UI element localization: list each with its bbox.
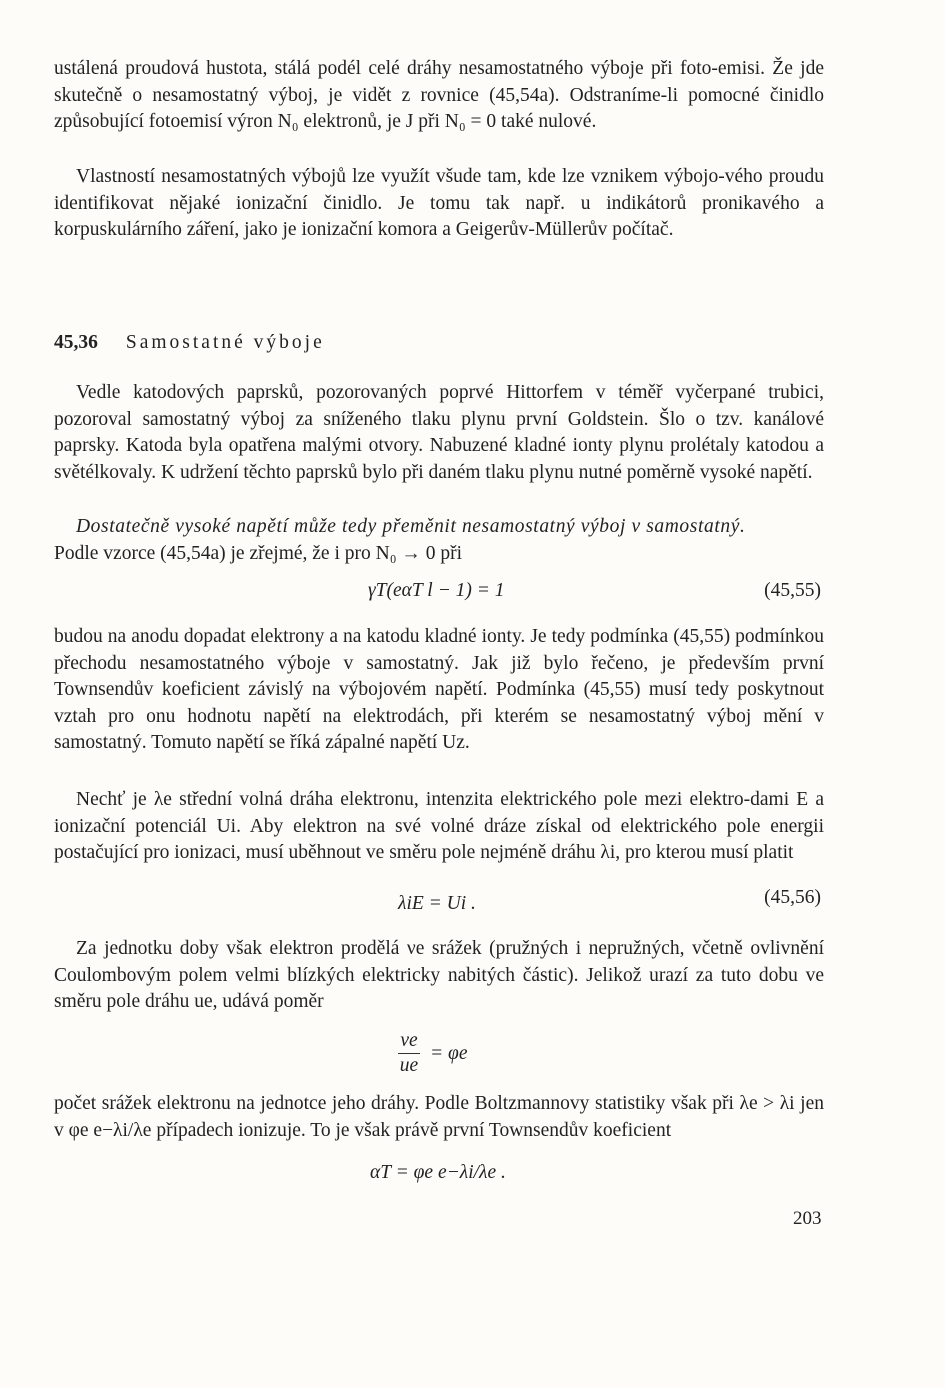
paragraph-4-italic: Dostatečně vysoké napětí může tedy přeměnit nesamostatný výboj v samostatný. (76, 516, 746, 537)
equation-45-56: λiE = Ui . (398, 893, 476, 914)
equation-number-45-55: (45,55) (764, 580, 821, 601)
paragraph-2: Vlastností nesamostatných výbojů lze využít všude tam, kde lze vznikem výbojo-vého proudu identifikovat nějaké ionizační činidlo. Je tomu tak např. u indikátorů pronikavého a korpuskulárního záření, jako je ionizační komora a Geigerův-Müllerův počítač. (54, 166, 824, 240)
section-title: Samostatné výboje (125, 332, 325, 353)
paragraph-5: budou na anodu dopadat elektrony a na katodu kladné ionty. Je tedy podmínka (45,55) podmínkou přechodu nesamostatného výboje v samostatný. Jak již bylo řečeno, je především první Townsendův koeficient závislý na výbojovém napětí. Podmínka (45,55) musí tedy poskytnout vztah pro onu hodnotu napětí na elektrodách, při kterém se nesamostatný výboj mění v samostatný. Tomuto napětí se říká zápalné napětí Uz. (54, 626, 824, 753)
equation-townsend: αT = φe e−λi/λe . (370, 1162, 506, 1183)
section-heading (54, 332, 325, 354)
paragraph-3: Vedle katodových paprsků, pozorovaných poprvé Hittorfem v téměř vyčerpané trubici, pozoroval samostatný výboj za sníženého tlaku plynu první Goldstein. Šlo o tzv. kanálové paprsky. Katoda byla opatřena malými otvory. Nabuzené kladné ionty plynu prolétaly katodou a světélkovaly. K udržení těchto paprsků bylo při daném tlaku plynu nutné poměrně vysoké napětí. (54, 382, 824, 483)
equation-number-45-56: (45,56) (764, 887, 821, 908)
paragraph-1: ustálená proudová hustota, stálá podél celé dráhy nesamostatného výboje při foto-emisi. Že jde skutečně o nesamostatný výboj, je vidět z rovnice (45,54a). Odstraníme-li pomocné činidlo způsobující fotoemisí výron N₀ elektronů, je J při N₀ = 0 také nulové. (54, 58, 824, 132)
paragraph-6: Nechť je λe střední volná dráha elektronu, intenzita elektrického pole mezi elektro-dami E a ionizační potenciál Ui. Aby elektron na své volné dráze získal od elektrického pole energii postačující pro ionizaci, musí uběhnout ve směru pole nejméně dráhu λi, pro kterou musí platit (54, 789, 824, 863)
fraction-denominator: ue (399, 1055, 419, 1076)
fraction-rhs: = φe (430, 1043, 468, 1064)
section-number: 45,36 (54, 332, 98, 353)
page-number: 203 (793, 1208, 822, 1229)
paragraph-8: počet srážek elektronu na jednotce jeho dráhy. Podle Boltzmannovy statistiky však při λe > λi jen v φe e−λi/λe případech ionizuje. To je však právě první Townsendův koeficient (54, 1093, 824, 1141)
fraction-bar (398, 1053, 420, 1054)
paragraph-4: Podle vzorce (45,54a) je zřejmé, že i pro N₀ → 0 při (54, 543, 463, 564)
paragraph-7: Za jednotku doby však elektron prodělá νe srážek (pružných i nepružných, včetně ovlivnění Coulombovým polem velmi blízkých elektricky nabitých částic). Jelikož urazí za tuto dobu ve směru pole dráhu ue, udává poměr (54, 938, 824, 1012)
fraction-numerator: νe (400, 1030, 418, 1051)
equation-45-55: γT(eαT l − 1) = 1 (368, 580, 505, 601)
fraction-ratio (398, 1030, 420, 1077)
